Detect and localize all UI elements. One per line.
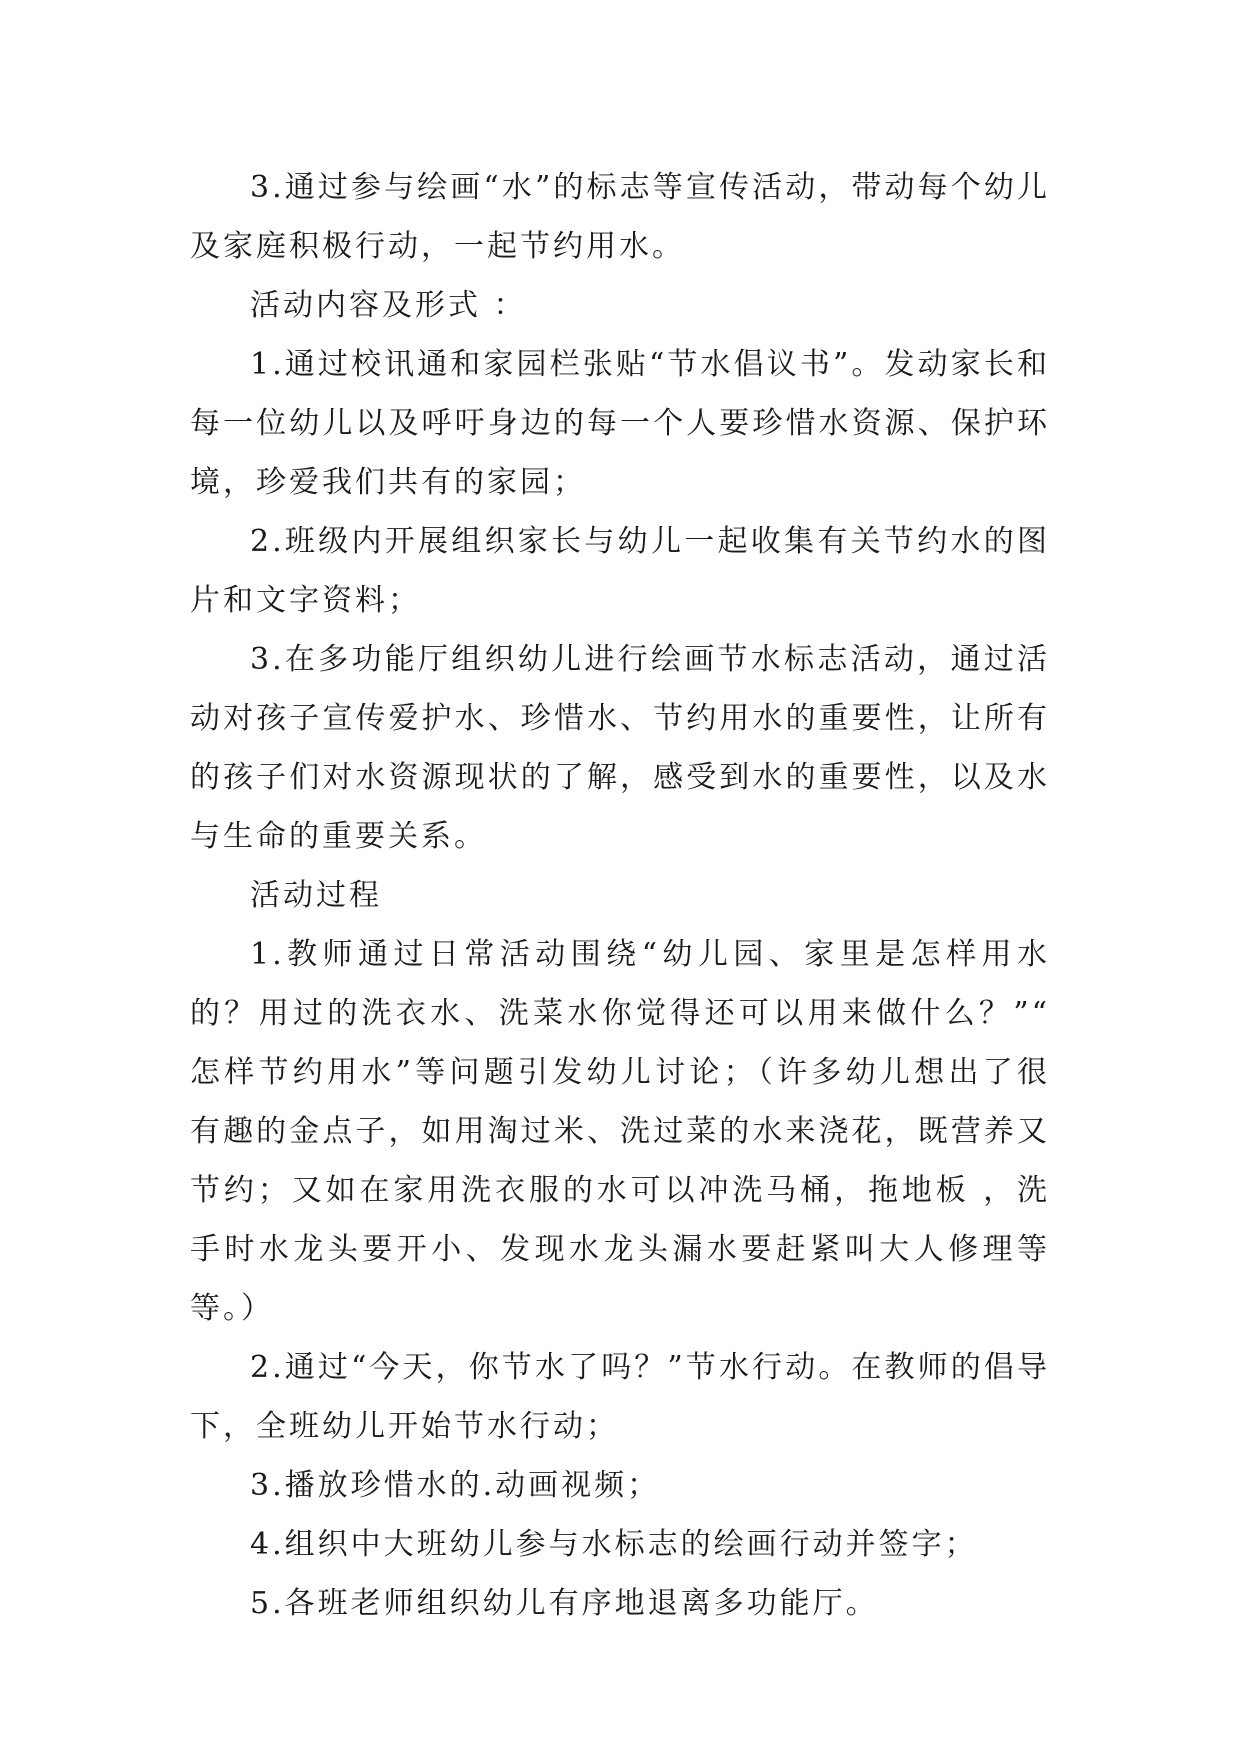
paragraph-content-1: 1.通过校讯通和家园栏张贴“节水倡议书”。发动家长和每一位幼儿以及呼吁身边的每一个人要珍惜水资源、保护环境，珍爱我们共有的家园； bbox=[190, 347, 1050, 500]
paragraph-process-4: 4.组织中大班幼儿参与水标志的绘画行动并签字； bbox=[250, 1527, 978, 1562]
paragraph-content-3: 3.在多功能厅组织幼儿进行绘画节水标志活动，通过活动对孩子宣传爱护水、珍惜水、节约用水的重要性，让所有的孩子们对水资源现状的了解，感受到水的重要性，以及水与生命的重要关系。 bbox=[190, 642, 1050, 854]
paragraph-objective-3: 3.通过参与绘画“水”的标志等宣传活动，带动每个幼儿及家庭积极行动，一起节约用水。 bbox=[190, 170, 1050, 264]
paragraph-process-1: 1.教师通过日常活动围绕“幼儿园、家里是怎样用水的？用过的洗衣水、洗菜水你觉得还可以用来做什么？”“ 怎样节约用水”等问题引发幼儿讨论；（许多幼儿想出了很有趣的金点子，如用淘过米、洗过菜的水来浇花，既营养又节约；又如在家用洗衣服的水可以冲洗马桶，拖地板 ，洗手时水龙头要开小、发现水龙头漏水要赶紧叫大人修理等等。） bbox=[190, 937, 1050, 1326]
paragraph-process-3: 3.播放珍惜水的.动画视频； bbox=[250, 1468, 661, 1503]
paragraph-content-2: 2.班级内开展组织家长与幼儿一起收集有关节约水的图片和文字资料； bbox=[190, 524, 1050, 618]
section-heading-content: 活动内容及形式 ： bbox=[250, 288, 527, 323]
paragraph-process-5: 5.各班老师组织幼儿有序地退离多功能厅。 bbox=[250, 1586, 879, 1621]
section-heading-process: 活动过程 bbox=[250, 878, 382, 913]
document-body bbox=[190, 158, 1050, 1633]
paragraph-process-2: 2.通过“今天，你节水了吗？”节水行动。在教师的倡导下，全班幼儿开始节水行动； bbox=[190, 1350, 1050, 1444]
